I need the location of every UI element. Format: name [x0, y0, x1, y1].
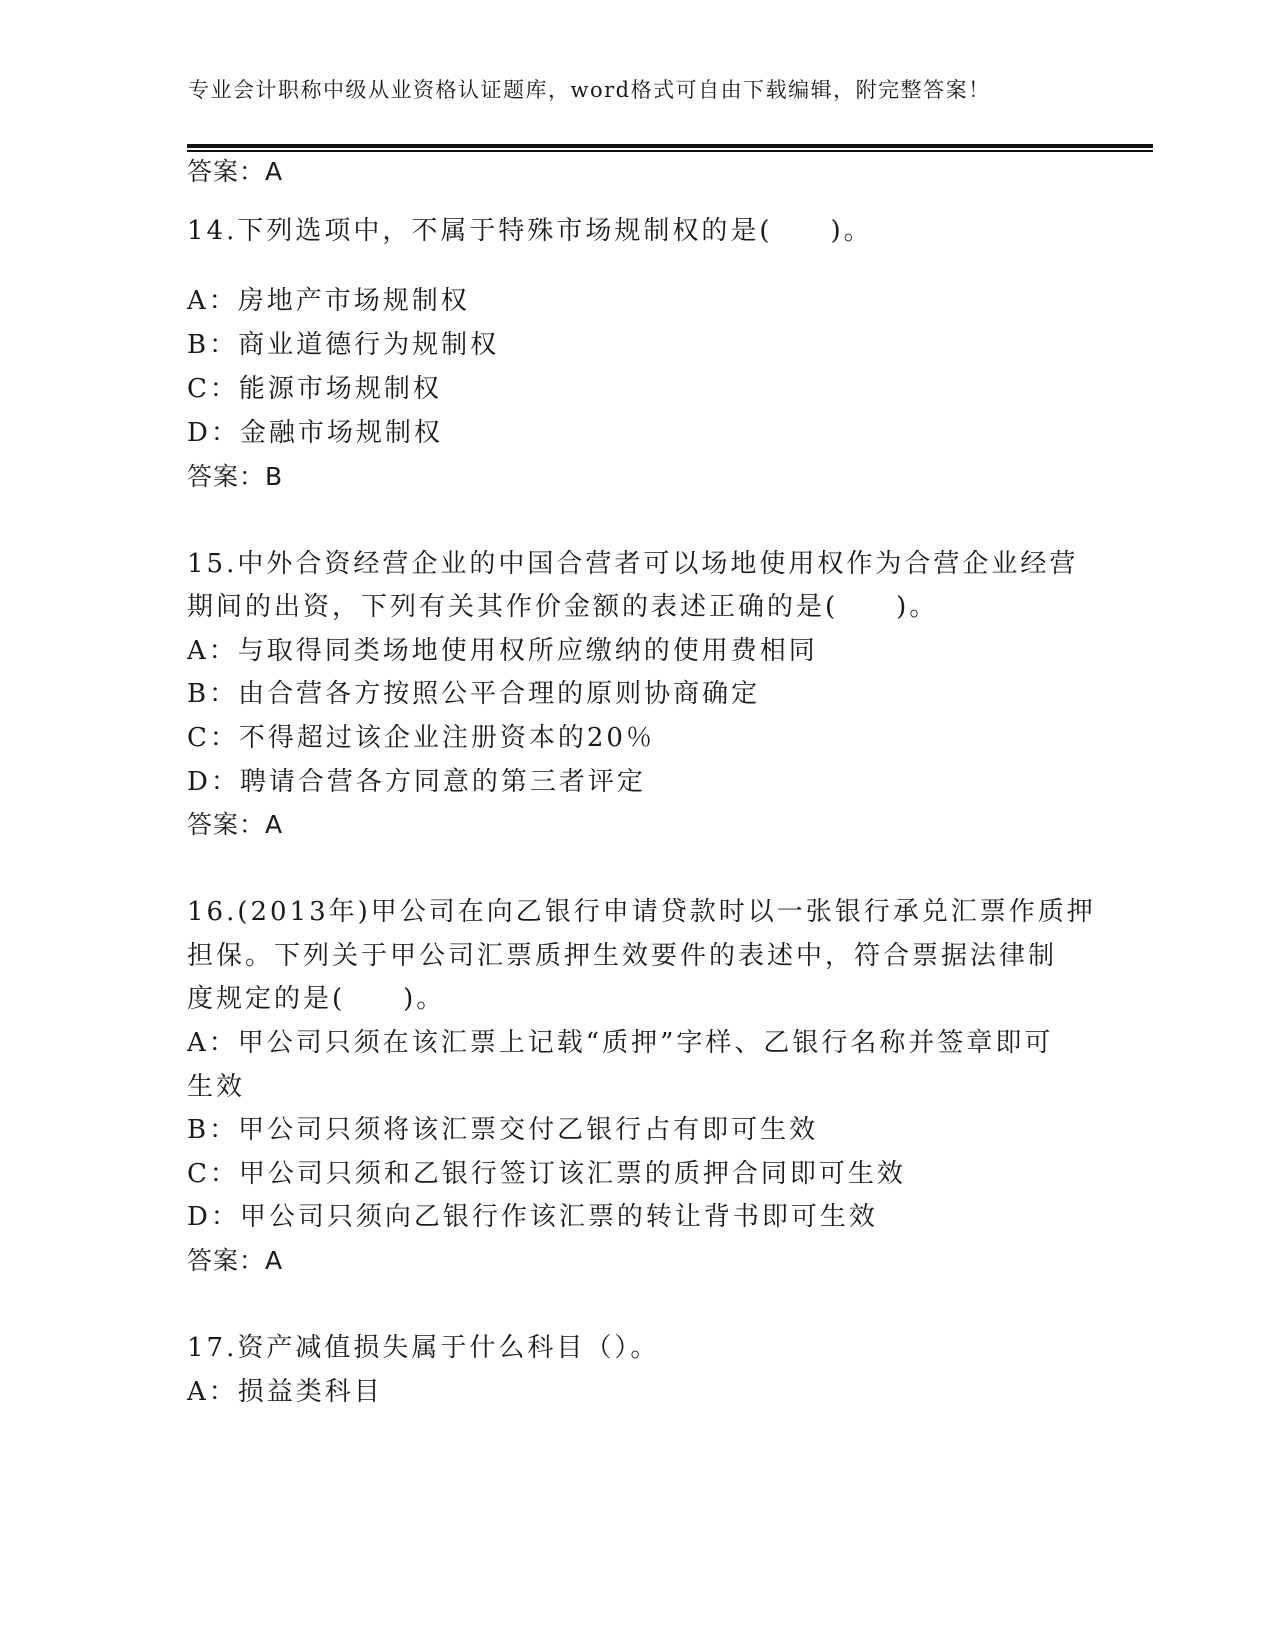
- question-17-option-a: A：损益类科目: [187, 1377, 383, 1407]
- header-rule-thin: [187, 150, 1153, 152]
- question-14-answer: 答案：B: [187, 462, 284, 491]
- question-16-answer: 答案：A: [187, 1246, 284, 1275]
- question-15-option-a: A：与取得同类场地使用权所应缴纳的使用费相同: [187, 636, 818, 666]
- question-17-stem: 17.资产减值损失属于什么科目（）。: [187, 1333, 660, 1363]
- header-rule-thick: [187, 144, 1153, 148]
- question-15-option-b: B：由合营各方按照公平合理的原则协商确定: [187, 679, 761, 709]
- question-14-option-d: D：金融市场规制权: [187, 418, 443, 448]
- page-header: 专业会计职称中级从业资格认证题库，word格式可自由下载编辑，附完整答案！: [188, 78, 991, 102]
- question-15-answer: 答案：A: [187, 810, 284, 839]
- question-16-option-a-line-2: 生效: [187, 1072, 246, 1102]
- question-16-stem-line-2: 担保。下列关于甲公司汇票质押生效要件的表述中，符合票据法律制: [187, 941, 1058, 971]
- question-16-option-c: C：甲公司只须和乙银行签订该汇票的质押合同即可生效: [187, 1159, 906, 1189]
- question-14-option-a: A：房地产市场规制权: [187, 286, 470, 316]
- question-15-option-d: D：聘请合营各方同意的第三者评定: [187, 767, 646, 797]
- question-16-stem-line-1: 16.(2013年)甲公司在向乙银行申请贷款时以一张银行承兑汇票作质押: [187, 897, 1096, 927]
- question-16-option-d: D：甲公司只须向乙银行作该汇票的转让背书即可生效: [187, 1202, 878, 1232]
- question-15-stem-line-2: 期间的出资，下列有关其作价金额的表述正确的是( )。: [187, 592, 939, 622]
- question-16-stem-line-3: 度规定的是( )。: [187, 984, 446, 1014]
- question-15-option-c: C：不得超过该企业注册资本的20％: [187, 723, 655, 753]
- question-15-stem-line-1: 15.中外合资经营企业的中国合营者可以场地使用权作为合营企业经营: [187, 549, 1079, 579]
- question-16-option-a-line-1: A：甲公司只须在该汇票上记载“质押”字样、乙银行名称并签章即可: [187, 1028, 1054, 1058]
- question-14-option-c: C：能源市场规制权: [187, 374, 442, 404]
- answer-line: 答案：A: [187, 157, 284, 186]
- question-16-option-b: B：甲公司只须将该汇票交付乙银行占有即可生效: [187, 1115, 819, 1145]
- question-14-option-b: B：商业道德行为规制权: [187, 330, 500, 360]
- question-14-stem: 14.下列选项中，不属于特殊市场规制权的是( )。: [187, 216, 873, 246]
